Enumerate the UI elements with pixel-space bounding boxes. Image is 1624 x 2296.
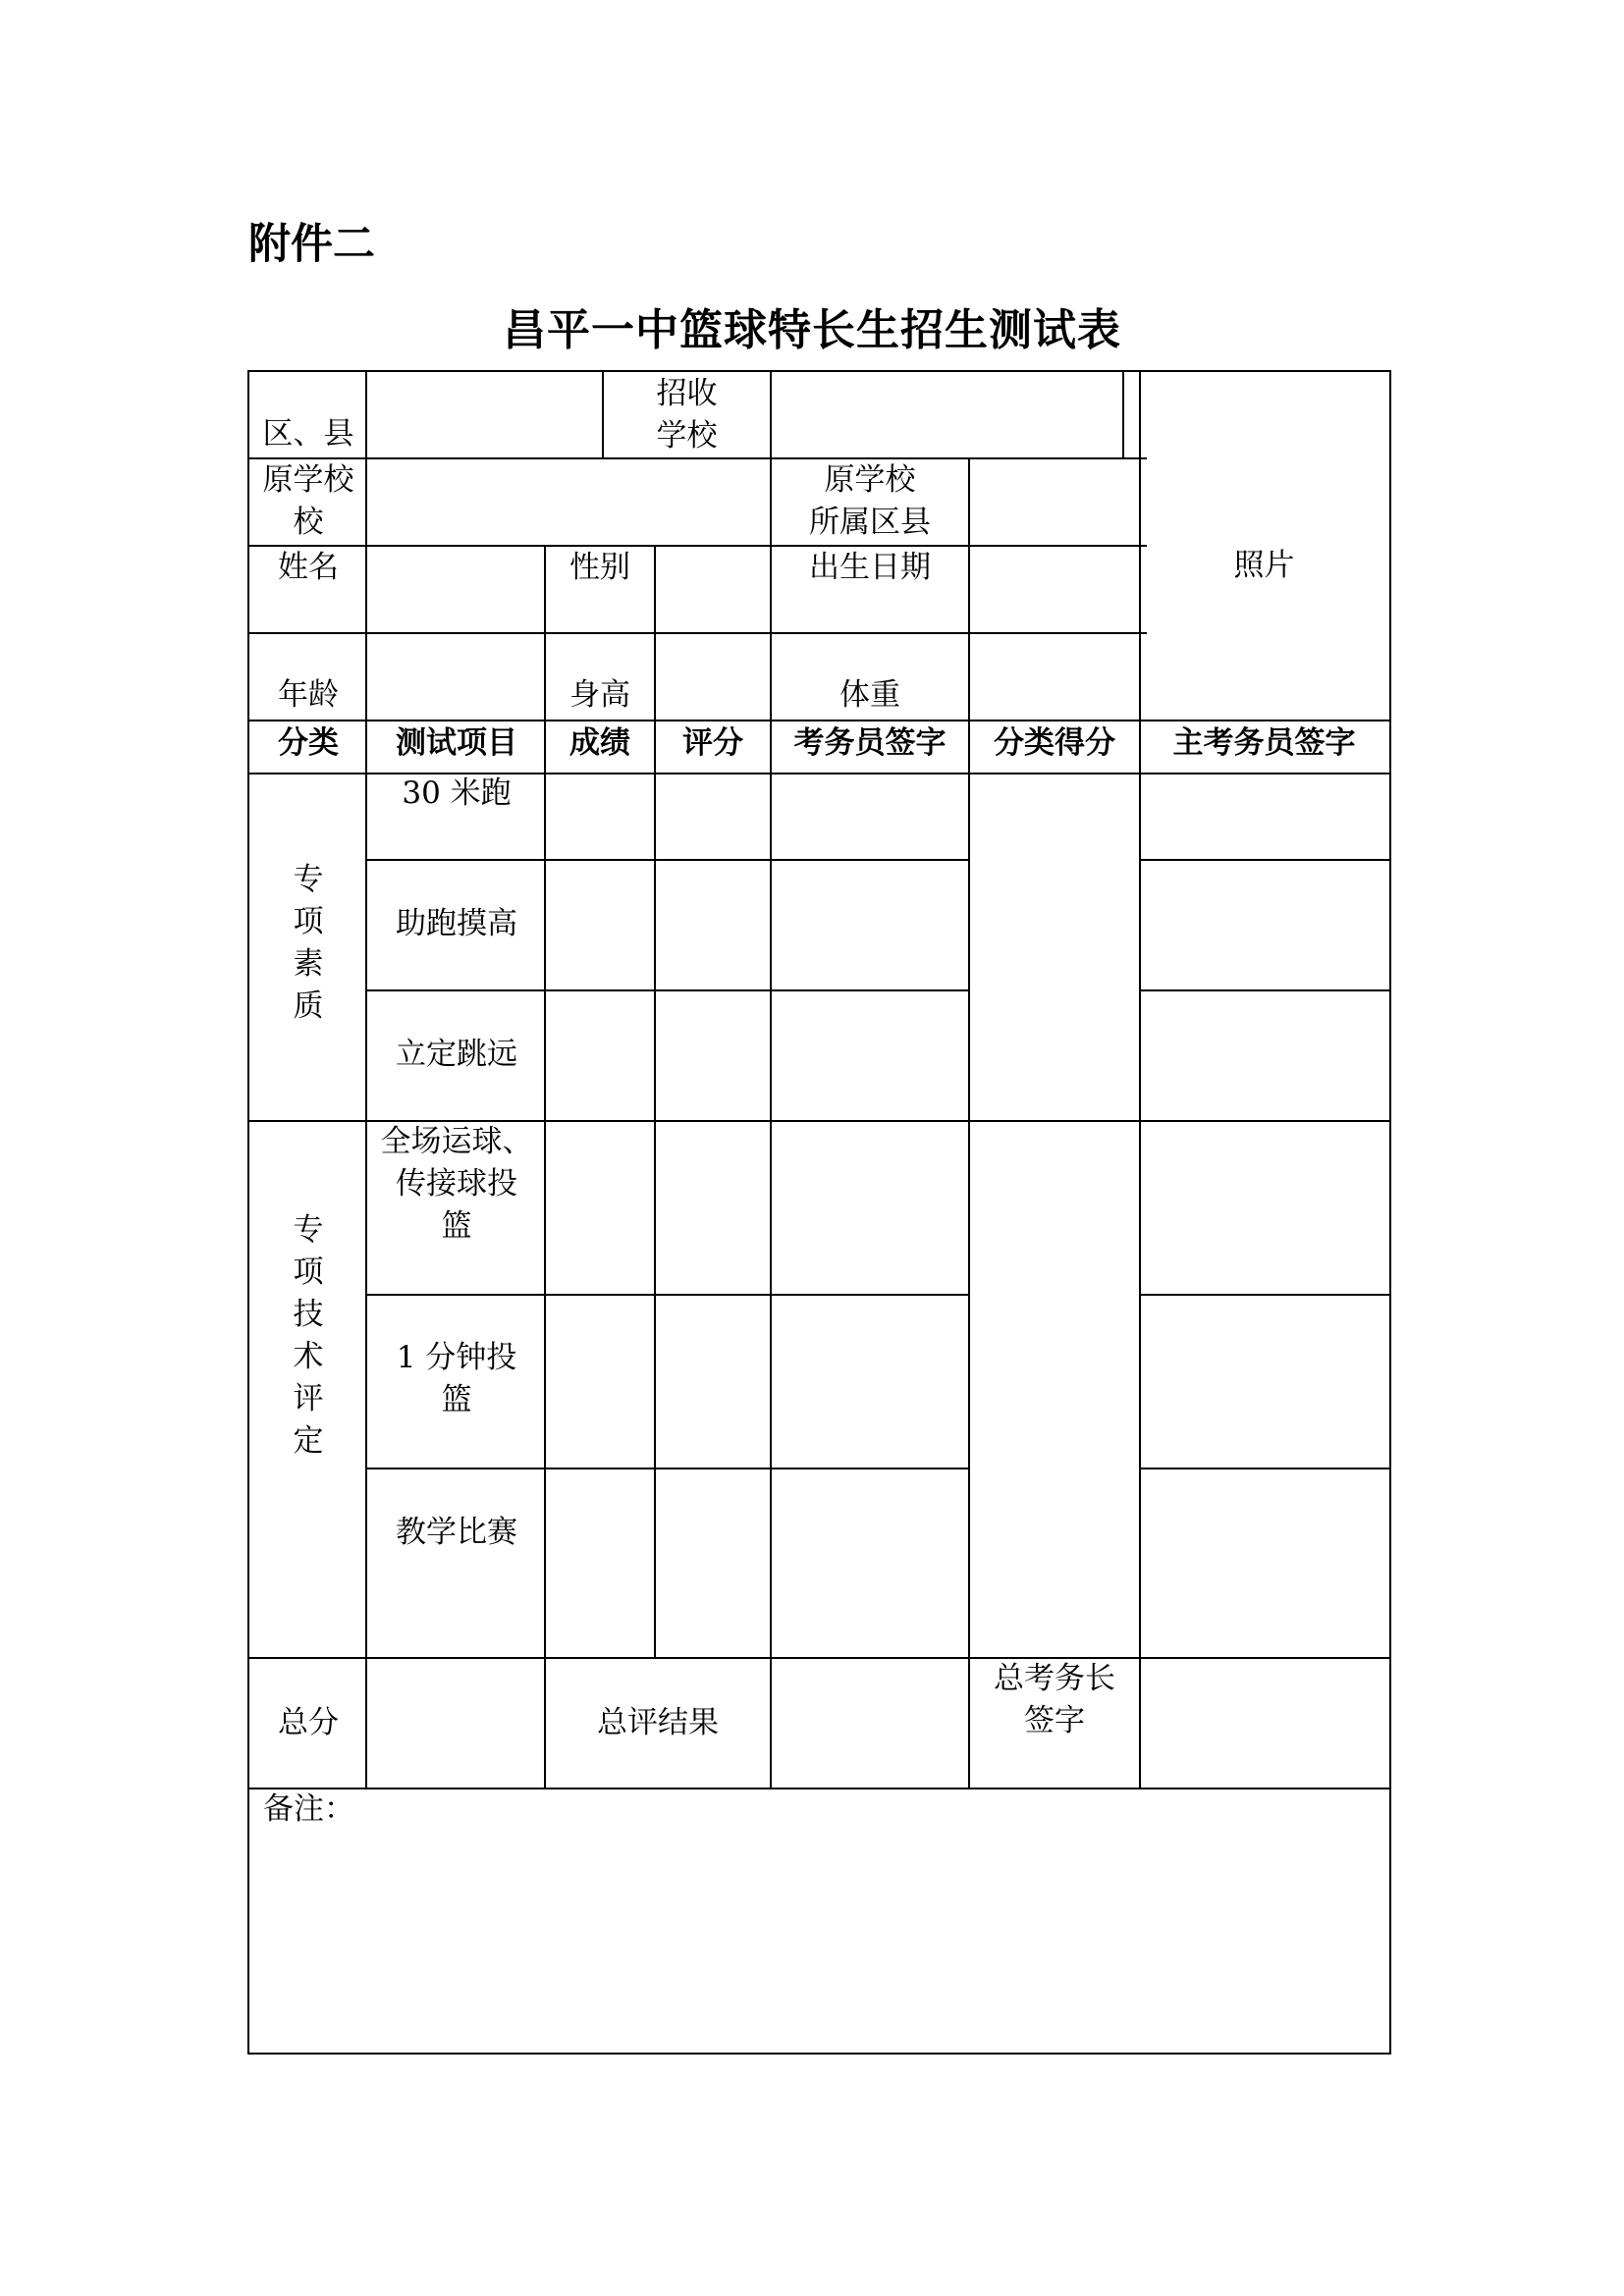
rule: [249, 457, 1147, 459]
photo-label: 照片: [1233, 548, 1295, 583]
section-special-technique: 专 项 技 术 评 定: [293, 1212, 324, 1459]
rule: [367, 989, 970, 991]
header-score: 成绩: [569, 725, 630, 761]
overall-result-label: 总评结果: [597, 1705, 719, 1740]
rule: [249, 632, 1147, 634]
header-category: 分类: [278, 725, 339, 761]
header-examiner-sign: 考务员签字: [793, 725, 947, 761]
height-label: 身高: [569, 677, 630, 713]
rule: [367, 859, 970, 861]
rule: [249, 720, 1389, 721]
rule: [1141, 1468, 1389, 1469]
rule: [1141, 859, 1389, 861]
header-chief-examiner-sign: 主考务员签字: [1172, 725, 1356, 761]
header-rating: 评分: [682, 725, 743, 761]
weight-label: 体重: [839, 677, 900, 713]
district-label: 区、县: [262, 416, 354, 452]
birth-date-label: 出生日期: [809, 550, 931, 585]
original-school-label: 原学校 校: [262, 462, 354, 540]
test-item-running-touch-high: 助跑摸高: [396, 906, 517, 941]
test-item-standing-long-jump: 立定跳远: [396, 1037, 517, 1072]
header-test-item: 测试项目: [396, 725, 517, 761]
rule: [968, 457, 970, 1788]
test-item-one-minute-shooting: 1 分钟投 篮: [396, 1340, 517, 1417]
rule: [1122, 372, 1124, 459]
test-item-full-court-dribble: 全场运球、 传接球投 篮: [380, 1124, 533, 1244]
rule: [249, 545, 1147, 547]
header-category-score: 分类得分: [994, 725, 1115, 761]
remarks-label: 备注：: [263, 1791, 354, 1827]
gender-label: 性别: [569, 550, 630, 585]
rule: [1141, 989, 1389, 991]
attachment-label: 附件二: [248, 220, 375, 269]
test-form-table: [247, 370, 1391, 2055]
total-score-label: 总分: [278, 1705, 339, 1740]
name-label: 姓名: [278, 550, 339, 585]
original-school-district-label: 原学校 所属区县: [809, 462, 931, 540]
test-item-30m-run: 30 米跑: [402, 775, 512, 811]
rule: [249, 1657, 1389, 1659]
rule: [367, 1294, 970, 1296]
chief-sign-label: 总考务长 签字: [994, 1661, 1115, 1738]
form-title: 昌平一中篮球特长生招生测试表: [503, 305, 1121, 355]
rule: [367, 1468, 970, 1469]
rule: [1141, 1294, 1389, 1296]
section-special-quality: 专 项 素 质: [293, 862, 324, 1024]
rule: [770, 457, 772, 1788]
age-label: 年龄: [278, 677, 339, 713]
test-item-teaching-match: 教学比赛: [396, 1515, 517, 1550]
target-school-label: 招收 学校: [656, 376, 718, 454]
rule: [249, 1788, 1389, 1789]
